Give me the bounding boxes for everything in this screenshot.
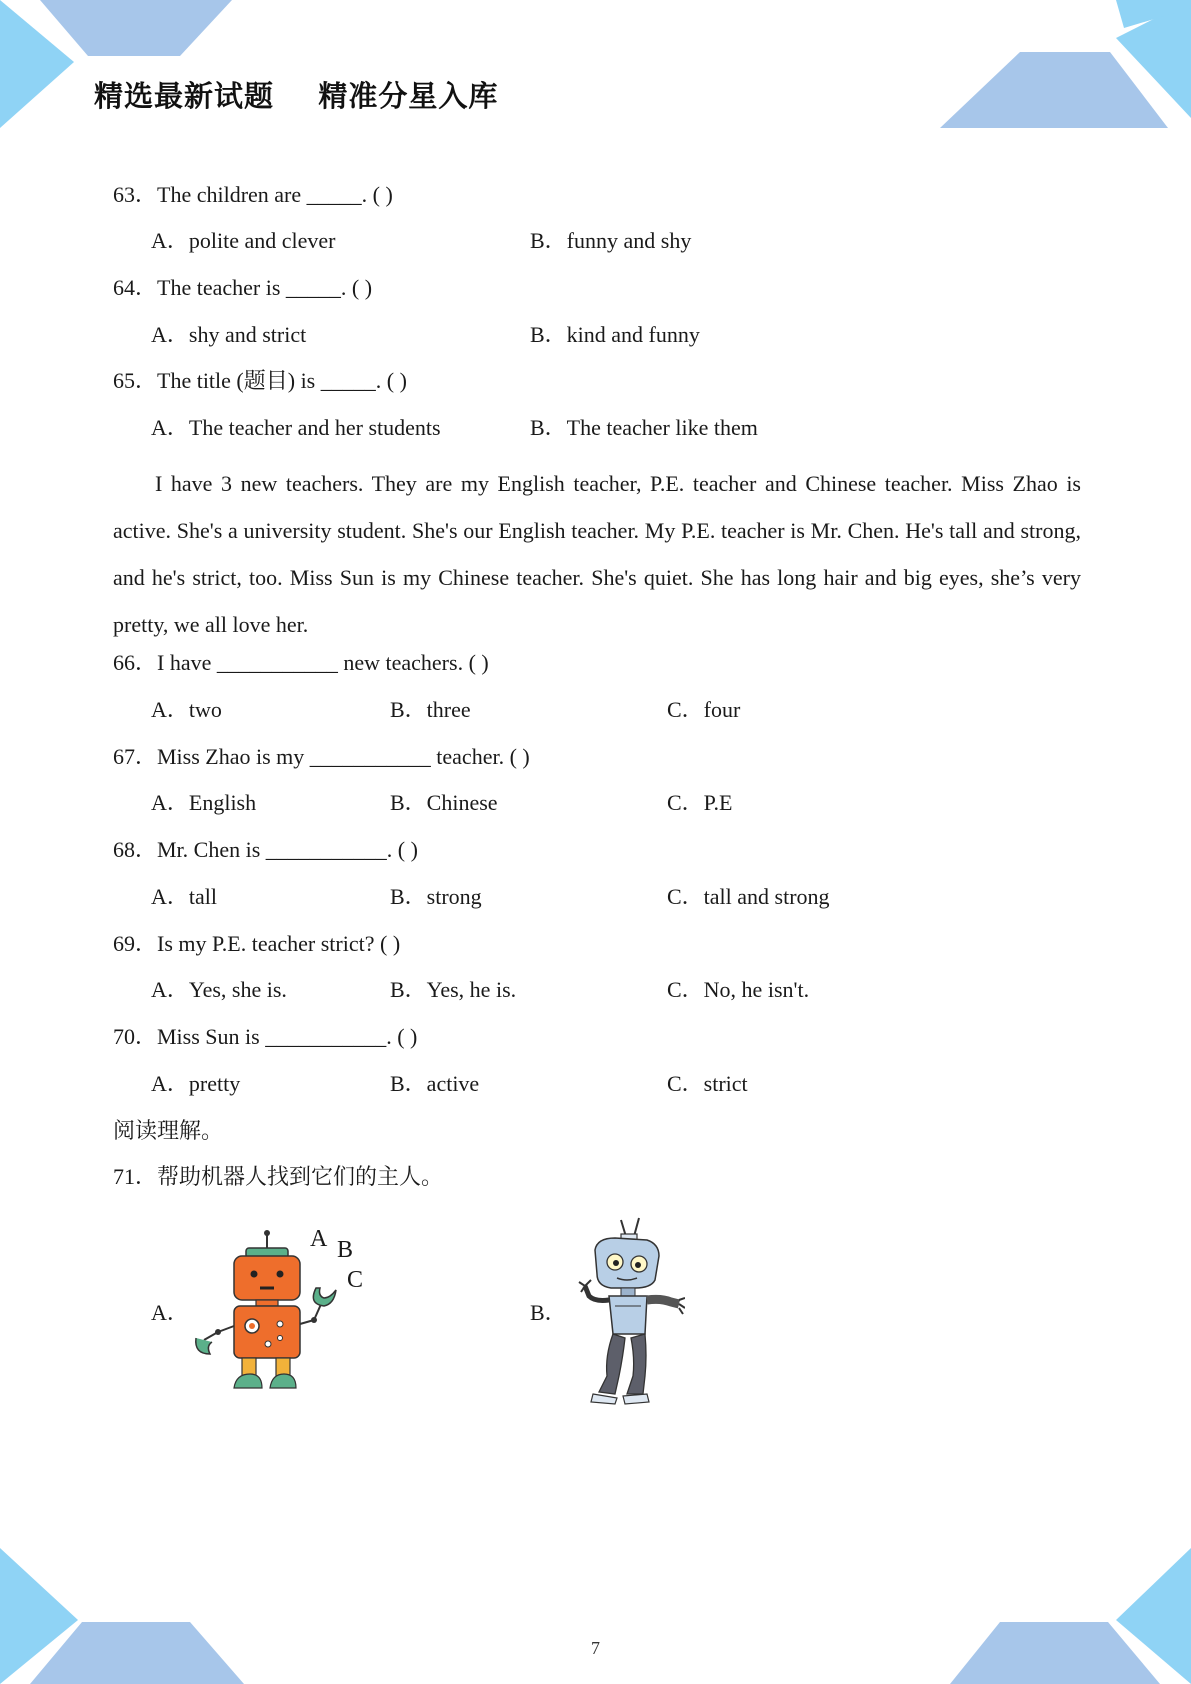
robot-a-label: A． [151,1300,189,1325]
question-70-option-c: C．strict [667,1071,748,1096]
question-67-option-a: A．English [151,790,257,815]
question-71-stem: 71．帮助机器人找到它们的主人。 [113,1164,444,1189]
top-left-band [40,0,232,56]
question-69-stem: 69．Is my P.E. teacher strict? ( ) [113,931,401,956]
question-64-stem: 64．The teacher is _____. ( ) [113,275,373,300]
question-68-option-b: B．strong [390,884,482,909]
question-63-stem: 63．The children are _____. ( ) [113,182,393,207]
robot-letter-b: B [337,1237,354,1263]
section-title: 阅读理解。 [113,1118,224,1143]
question-70-stem: 70．Miss Sun is ___________. ( ) [113,1024,418,1049]
question-68-option-c: C．tall and strong [667,884,830,909]
question-63-option-a: A．polite and clever [151,228,336,253]
robot-letter-a: A [310,1226,328,1252]
top-right-band [940,52,1168,128]
header-title: 精选最新试题 精准分星入库 [94,79,499,113]
reading-passage: I have 3 new teachers. They are my English teacher, P.E. teacher and Chinese teacher. Miss Zhao is active. She's a university student. She's our English teacher. My P.E. teacher is Mr. Chen. He's tall and strong, and he's strict, too. Miss Sun is my Chinese teacher. She's quiet. She has long hair and big eyes, she’s very pretty, we all love her. [113,471,1081,637]
question-70-option-a: A．pretty [151,1071,241,1096]
question-69-option-a: A．Yes, she is. [151,977,287,1002]
question-65-option-b: B．The teacher like them [530,415,758,440]
question-65-stem: 65．The title (题目) is _____. ( ) [113,368,407,393]
robot-b-label: B． [530,1300,567,1325]
question-65-option-a: A．The teacher and her students [151,415,441,440]
question-68-option-a: A．tall [151,884,217,909]
question-66-option-a: A．two [151,697,222,722]
question-68-stem: 68．Mr. Chen is ___________. ( ) [113,837,418,862]
question-64-option-a: A．shy and strict [151,322,307,347]
question-64-option-b: B．kind and funny [530,322,700,347]
question-69-option-b: B．Yes, he is. [390,977,517,1002]
question-66-option-c: C．four [667,697,741,722]
question-67-option-c: C．P.E [667,790,733,815]
robot-letter-c: C [347,1267,364,1293]
question-70-option-b: B．active [390,1071,480,1096]
question-67-option-b: B．Chinese [390,790,498,815]
question-69-option-c: C．No, he isn't. [667,977,810,1002]
question-66-option-b: B．three [390,697,471,722]
page-number: 7 [591,1638,600,1658]
question-67-stem: 67．Miss Zhao is my ___________ teacher. ( ) [113,744,530,769]
question-63-option-b: B．funny and shy [530,228,692,253]
question-66-stem: 66．I have ___________ new teachers. ( ) [113,650,489,675]
blue-robot-image [575,1216,685,1406]
